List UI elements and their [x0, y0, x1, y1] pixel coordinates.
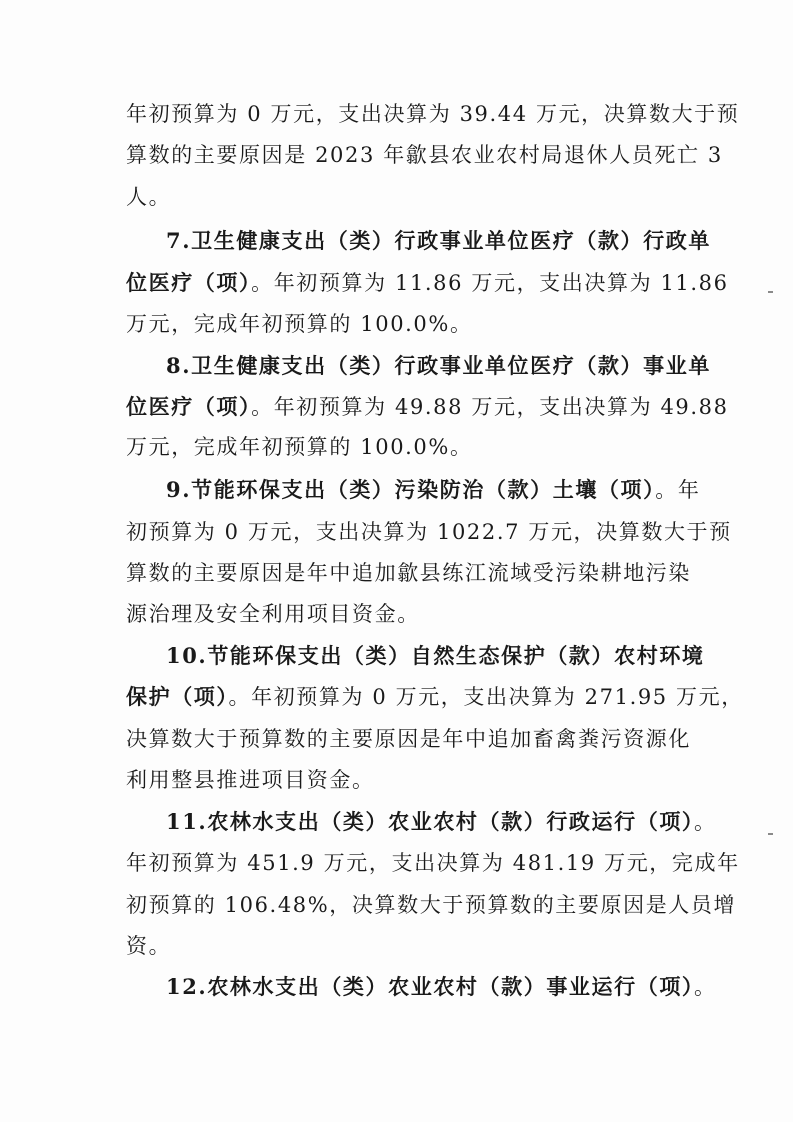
text-run: 。年初预算为 11.86 万元，支出决算为 11.86: [251, 271, 729, 295]
heading-run: 7.卫生健康支出（类）行政事业单位医疗（款）行政单: [166, 228, 711, 253]
heading-run: 保护（项）: [126, 684, 229, 709]
section-heading-11: [166, 807, 717, 837]
text-run: 。: [694, 975, 717, 999]
text-run: 万元，完成年初预算的 100.0%。: [126, 435, 473, 459]
section-heading-10: [166, 641, 705, 671]
text-run: 人。: [126, 185, 172, 209]
text-run: 初预算为 0 万元，支出决算为 1022.7 万元，决算数大于预: [126, 520, 732, 544]
heading-run: 10.节能环保支出（类）自然生态保护（款）农村环境: [166, 643, 705, 668]
body-text-line: [126, 99, 740, 129]
text-run: 算数的主要原因是年中追加歙县练江流域受污染耕地污染: [126, 561, 691, 585]
text-run: 算数的主要原因是 2023 年歙县农业农村局退休人员死亡 3: [126, 143, 723, 167]
body-text-line: [126, 848, 740, 878]
body-text-line: [126, 931, 686, 961]
section-heading-8: [166, 351, 711, 381]
scan-speck: [768, 833, 773, 835]
body-text-line: [126, 765, 686, 795]
heading-run: 12.农林水支出（类）农业农村（款）事业运行（项）: [166, 974, 695, 999]
body-text-line: [126, 558, 691, 588]
body-text-line: [126, 599, 686, 629]
body-text-line: [126, 890, 737, 920]
body-text-line: [126, 392, 729, 422]
text-run: 初预算的 106.48%，决算数大于预算数的主要原因是人员增: [126, 893, 737, 917]
body-text-line: [126, 682, 744, 712]
heading-run: 11.农林水支出（类）农业农村（款）行政运行（项）: [166, 809, 695, 834]
text-run: 年初预算为 0 万元，支出决算为 39.44 万元，决算数大于预: [126, 102, 740, 126]
heading-run: 9.节能环保支出（类）污染防治（款）土壤（项）: [166, 477, 656, 502]
text-run: 。年初预算为 49.88 万元，支出决算为 49.88: [251, 395, 729, 419]
text-run: 资。: [126, 934, 172, 958]
scan-speck: [768, 291, 773, 293]
text-run: 。年: [655, 478, 701, 502]
text-run: 。年初预算为 0 万元，支出决算为 271.95 万元，: [228, 685, 744, 709]
body-text-line: [126, 309, 686, 339]
body-text-line: [126, 432, 686, 462]
heading-run: 位医疗（项）: [126, 270, 252, 295]
text-run: 决算数大于预算数的主要原因是年中追加畜禽粪污资源化: [126, 727, 691, 751]
heading-run: 位医疗（项）: [126, 394, 252, 419]
body-text-line: [126, 268, 729, 298]
body-text-line: [126, 182, 686, 212]
text-run: 万元，完成年初预算的 100.0%。: [126, 312, 473, 336]
body-text-line: [126, 724, 691, 754]
text-run: 。: [694, 810, 717, 834]
body-text-line: [126, 517, 732, 547]
section-heading-7: [166, 226, 711, 256]
text-run: 源治理及安全利用项目资金。: [126, 602, 420, 626]
heading-run: 8.卫生健康支出（类）行政事业单位医疗（款）事业单: [166, 353, 711, 378]
section-heading-9: [166, 475, 701, 505]
section-heading-12: [166, 972, 717, 1002]
text-run: 利用整县推进项目资金。: [126, 768, 375, 792]
body-text-line: [126, 140, 723, 170]
text-run: 年初预算为 451.9 万元，支出决算为 481.19 万元，完成年: [126, 851, 740, 875]
